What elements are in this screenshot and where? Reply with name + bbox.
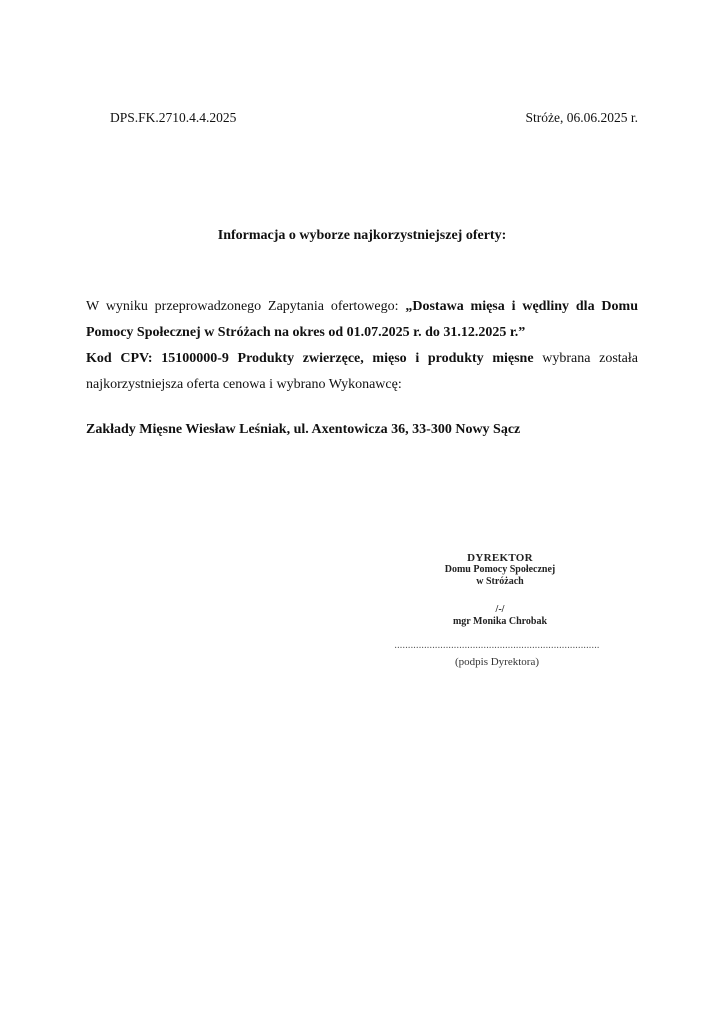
stamp-signed-mark: /-/ xyxy=(495,604,505,615)
document-reference-number: DPS.FK.2710.4.4.2025 xyxy=(110,110,237,125)
stamp-director-name: mgr Monika Chrobak xyxy=(452,616,548,627)
signature-line: ............................................................................ xyxy=(394,640,600,651)
stamp-institution-line2: w Stróżach xyxy=(476,576,524,587)
body-paragraph xyxy=(86,294,638,398)
stamp-institution-line1: Domu Pomocy Społecznej xyxy=(444,564,556,575)
body-intro: W wyniku przeprowadzonego Zapytania ofertowego: xyxy=(86,299,406,314)
cpv-code: Kod CPV: 15100000-9 Produkty zwierzęce, mięso i produkty mięsne xyxy=(86,351,534,366)
document-title: Informacja o wyborze najkorzystniejszej oferty: xyxy=(217,228,507,243)
place-and-date: Stróże, 06.06.2025 r. xyxy=(525,110,638,125)
order-subject: „Dostawa mięsa i wędliny dla Domu Pomocy Społecznej w Stróżach na okres od 01.07.2025 r. do 31.12.2025 r.” xyxy=(86,299,638,340)
stamp-role: DYREKTOR xyxy=(467,552,533,564)
body-outcome: wybrana została najkorzystniejsza oferta cenowa i wybrano Wykonawcę: xyxy=(86,351,638,392)
signature-caption: (podpis Dyrektora) xyxy=(454,656,539,668)
selected-contractor: Zakłady Mięsne Wiesław Leśniak, ul. Axentowicza 36, 33-300 Nowy Sącz xyxy=(86,422,521,437)
director-stamp xyxy=(400,552,600,628)
